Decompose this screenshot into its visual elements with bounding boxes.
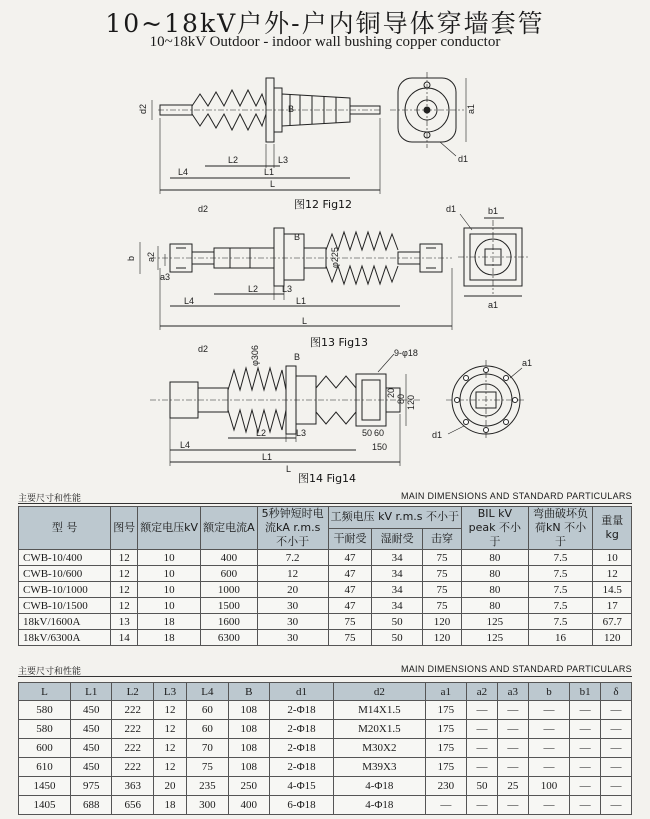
table-cell: 70 [187, 739, 228, 758]
table-cell: 12 [111, 598, 138, 614]
fig14-label-20: 20 [386, 387, 396, 398]
column-header: δ [601, 683, 632, 701]
table-cell: 7.5 [528, 550, 593, 566]
table-cell: 12 [257, 566, 328, 582]
fig12-end-view [390, 72, 466, 156]
table-cell: CWB-10/400 [19, 550, 111, 566]
table-cell: — [601, 701, 632, 720]
table-cell: 1600 [201, 614, 258, 630]
table-cell: — [425, 796, 466, 815]
table-cell: 12 [153, 720, 186, 739]
table-cell: 125 [462, 614, 529, 630]
table-cell: 10 [138, 550, 201, 566]
section2-en: MAIN DIMENSIONS AND STANDARD PARTICULARS [400, 664, 632, 674]
col-fig: 图号 [111, 507, 138, 550]
column-header: a2 [467, 683, 498, 701]
table-cell: — [497, 796, 528, 815]
col-weight: 重量 kg [593, 507, 632, 550]
table-cell: 580 [19, 701, 71, 720]
table-row [19, 739, 632, 758]
table-cell: — [601, 796, 632, 815]
fig14-label-L1: L1 [262, 452, 273, 462]
table-cell: — [497, 739, 528, 758]
table-cell: 580 [19, 720, 71, 739]
table-cell: 75 [422, 598, 461, 614]
fig14-label-60: 60 [374, 428, 385, 438]
section2-cn: 主要尺寸和性能 [18, 667, 82, 677]
table-cell: 600 [201, 566, 258, 582]
table-cell: — [570, 720, 601, 739]
table-cell: 60 [187, 720, 228, 739]
fig12-caption: 图12 Fig12 [294, 198, 353, 211]
table-cell: 10 [138, 598, 201, 614]
table-cell: 175 [425, 720, 466, 739]
table-cell: 6-Φ18 [270, 796, 334, 815]
section2-heading [18, 664, 632, 678]
fig12-label-B: B [288, 104, 295, 114]
table-cell: — [601, 720, 632, 739]
table-cell: — [601, 739, 632, 758]
fig12-label-L1: L1 [264, 167, 275, 177]
table-cell: 18 [138, 614, 201, 630]
table-cell: 34 [372, 598, 423, 614]
table-cell: 80 [462, 582, 529, 598]
col-bil: BIL kV peak 不小于 [462, 507, 529, 550]
table-cell: 12 [153, 701, 186, 720]
fig14-label-L: L [286, 464, 292, 474]
fig12-label-L2: L2 [228, 155, 239, 165]
table-cell: 12 [593, 566, 632, 582]
table-cell: 108 [228, 758, 269, 777]
table-cell: 30 [257, 630, 328, 646]
table-cell: 67.7 [593, 614, 632, 630]
fig13-label-B: B [294, 232, 301, 242]
table-cell: — [528, 701, 569, 720]
table-cell: 17 [593, 598, 632, 614]
fig13-label-L4: L4 [184, 296, 195, 306]
table-cell: 222 [112, 701, 153, 720]
table-cell: 222 [112, 758, 153, 777]
table-cell: 175 [425, 739, 466, 758]
fig14-label-50: 50 [362, 428, 373, 438]
table-cell: 18kV/6300A [19, 630, 111, 646]
table-cell: 47 [328, 582, 372, 598]
fig14-label-phi306: φ306 [250, 345, 260, 366]
table-row [19, 598, 632, 614]
table-cell: 6300 [201, 630, 258, 646]
fig14-label-120: 120 [406, 394, 416, 410]
column-header: B [228, 683, 269, 701]
table-row [19, 550, 632, 566]
table-cell: 363 [112, 777, 153, 796]
table-cell: 108 [228, 701, 269, 720]
table-row [19, 630, 632, 646]
col-short-time: 5秒钟短时电流kA r.m.s 不小于 [257, 507, 328, 550]
table-cell: 75 [328, 630, 372, 646]
table-cell: 18kV/1600A [19, 614, 111, 630]
fig14-label-L2: L2 [256, 428, 267, 438]
table-cell: 2-Φ18 [270, 701, 334, 720]
table-cell: 688 [71, 796, 112, 815]
table-cell: 50 [372, 614, 423, 630]
table-cell: 50 [372, 630, 423, 646]
table-cell: — [467, 796, 498, 815]
table-cell: 175 [425, 758, 466, 777]
table-cell: 16 [528, 630, 593, 646]
column-header: L1 [71, 683, 112, 701]
table-cell: — [528, 796, 569, 815]
table-cell: — [497, 720, 528, 739]
fig14-label-d2: d2 [198, 344, 209, 354]
fig13-label-L: L [302, 316, 308, 326]
table-cell: 12 [153, 758, 186, 777]
table-cell: 400 [228, 796, 269, 815]
fig14-label-L4: L4 [180, 440, 191, 450]
table-cell: — [570, 701, 601, 720]
table-cell: 100 [528, 777, 569, 796]
table-cell: CWB-10/1000 [19, 582, 111, 598]
col-model: 型 号 [19, 507, 111, 550]
column-header: d2 [334, 683, 426, 701]
column-header: d1 [270, 683, 334, 701]
fig13-side-view [140, 228, 452, 330]
table-cell: — [528, 720, 569, 739]
col-wet: 湿耐受 [372, 528, 423, 550]
fig13-label-d1: d1 [446, 204, 457, 214]
table-cell: 975 [71, 777, 112, 796]
column-header: L2 [112, 683, 153, 701]
col-puncture: 击穿 [422, 528, 461, 550]
fig13-label-L3: L3 [282, 284, 293, 294]
table-cell: 47 [328, 550, 372, 566]
fig12-label-d1: d1 [458, 154, 469, 164]
table-row [19, 777, 632, 796]
col-current: 额定电流A [201, 507, 258, 550]
table-cell: M14X1.5 [334, 701, 426, 720]
table-cell: — [570, 739, 601, 758]
table-cell: 610 [19, 758, 71, 777]
section1-heading [18, 491, 632, 505]
page-title: 10~18kV户外-户内铜导体穿墙套管 [105, 9, 545, 38]
table-cell: — [497, 701, 528, 720]
table-cell: 30 [257, 598, 328, 614]
table-cell: 13 [111, 614, 138, 630]
fig13-label-phi225: φ225 [330, 247, 340, 268]
table-row [19, 758, 632, 777]
table-cell: 34 [372, 582, 423, 598]
table-cell: 75 [422, 582, 461, 598]
table-cell: CWB-10/600 [19, 566, 111, 582]
table-cell: 600 [19, 739, 71, 758]
table-cell: — [570, 758, 601, 777]
table-cell: — [528, 739, 569, 758]
table-cell: 75 [422, 566, 461, 582]
column-header: L [19, 683, 71, 701]
fig14-label-150: 150 [372, 442, 388, 452]
table-cell: — [601, 777, 632, 796]
table-row [19, 614, 632, 630]
table-cell: 125 [462, 630, 529, 646]
col-dry: 干耐受 [328, 528, 372, 550]
table-cell: 175 [425, 701, 466, 720]
table-cell: 75 [187, 758, 228, 777]
fig13-label-a2: a2 [146, 251, 156, 262]
table-cell: 450 [71, 739, 112, 758]
table-cell: — [467, 739, 498, 758]
table-row [19, 720, 632, 739]
table-cell: — [570, 777, 601, 796]
table-cell: 12 [111, 550, 138, 566]
fig12-label-L4: L4 [178, 167, 189, 177]
table-cell: 450 [71, 720, 112, 739]
table-cell: M30X2 [334, 739, 426, 758]
table-cell: 230 [425, 777, 466, 796]
fig14-label-80: 80 [396, 393, 406, 404]
table-cell: 12 [111, 566, 138, 582]
column-header: a1 [425, 683, 466, 701]
fig13-label-a1: a1 [488, 300, 499, 310]
table-row [19, 701, 632, 720]
spec-table-2 [18, 682, 632, 815]
table-cell: 47 [328, 566, 372, 582]
table-cell: M39X3 [334, 758, 426, 777]
table-cell: 75 [422, 550, 461, 566]
table-cell: 14 [111, 630, 138, 646]
table-cell: 222 [112, 739, 153, 758]
table-cell: 222 [112, 720, 153, 739]
table-cell: 7.5 [528, 582, 593, 598]
table-cell: 50 [467, 777, 498, 796]
section1-en: MAIN DIMENSIONS AND STANDARD PARTICULARS [400, 491, 632, 501]
column-header: a3 [497, 683, 528, 701]
table-cell: 2-Φ18 [270, 739, 334, 758]
table-cell: 120 [422, 614, 461, 630]
fig12-label-L3: L3 [278, 155, 289, 165]
spec-table-1 [18, 506, 632, 646]
table-cell: 80 [462, 598, 529, 614]
section1-cn: 主要尺寸和性能 [18, 494, 82, 504]
col-power-freq: 工频电压 kV r.m.s 不小于 [328, 507, 461, 529]
table-cell: 108 [228, 720, 269, 739]
table-cell: 450 [71, 758, 112, 777]
table-cell: 656 [112, 796, 153, 815]
table-cell: — [467, 701, 498, 720]
table-cell: 7.5 [528, 566, 593, 582]
table-cell: 18 [138, 630, 201, 646]
table-cell: 10 [593, 550, 632, 566]
table-cell: 34 [372, 550, 423, 566]
fig13-caption: 图13 Fig13 [310, 336, 369, 349]
table-cell: 4-Φ18 [334, 777, 426, 796]
technical-drawings [0, 54, 650, 486]
fig13-label-L1: L1 [296, 296, 307, 306]
table-cell: — [570, 796, 601, 815]
table-cell: 1500 [201, 598, 258, 614]
fig14-caption: 图14 Fig14 [298, 472, 357, 485]
table-cell: 450 [71, 701, 112, 720]
table-cell: 80 [462, 566, 529, 582]
table-cell: 18 [153, 796, 186, 815]
table-row [19, 796, 632, 815]
table-cell: 2-Φ18 [270, 758, 334, 777]
table-cell: 1450 [19, 777, 71, 796]
page-subtitle: 10~18kV Outdoor - indoor wall bushing copper conductor [149, 34, 501, 50]
fig14-end-view [446, 360, 526, 440]
column-header: L4 [187, 683, 228, 701]
col-voltage: 额定电压kV [138, 507, 201, 550]
table-cell: 60 [187, 701, 228, 720]
table-cell: 30 [257, 614, 328, 630]
fig12-label-L: L [270, 179, 276, 189]
fig14-label-L3: L3 [296, 428, 307, 438]
fig13-end-view [458, 214, 528, 296]
table-cell: 400 [201, 550, 258, 566]
fig13-label-b1: b1 [488, 206, 499, 216]
fig14-label-a1: a1 [522, 358, 533, 368]
table-cell: CWB-10/1500 [19, 598, 111, 614]
table-cell: 4-Φ15 [270, 777, 334, 796]
table-cell: M20X1.5 [334, 720, 426, 739]
table-cell: 12 [153, 739, 186, 758]
table-cell: 80 [462, 550, 529, 566]
fig14-label-B: B [294, 352, 301, 362]
table-cell: 7.5 [528, 598, 593, 614]
table-cell: 1405 [19, 796, 71, 815]
table-cell: 14.5 [593, 582, 632, 598]
table-cell: 47 [328, 598, 372, 614]
column-header: L3 [153, 683, 186, 701]
table-cell: 7.2 [257, 550, 328, 566]
table-cell: 12 [111, 582, 138, 598]
table-cell: 4-Φ18 [334, 796, 426, 815]
table-cell: — [467, 720, 498, 739]
fig12-label-a1: a1 [466, 103, 476, 114]
fig14-label-hole: 9-φ18 [394, 348, 418, 358]
table-cell: 10 [138, 566, 201, 582]
fig13-label-d2: d2 [198, 204, 209, 214]
table-row [19, 582, 632, 598]
table-cell: 300 [187, 796, 228, 815]
fig13-label-a3: a3 [160, 272, 171, 282]
fig13-label-b: b [126, 255, 136, 261]
table-cell: 25 [497, 777, 528, 796]
column-header: b1 [570, 683, 601, 701]
table-cell: 2-Φ18 [270, 720, 334, 739]
table-cell: 1000 [201, 582, 258, 598]
column-header: b [528, 683, 569, 701]
table-cell: 20 [257, 582, 328, 598]
table-cell: 235 [187, 777, 228, 796]
table-cell: 75 [328, 614, 372, 630]
table-cell: — [601, 758, 632, 777]
fig13-label-L2: L2 [248, 284, 259, 294]
fig14-label-d1: d1 [432, 430, 443, 440]
table-cell: 120 [593, 630, 632, 646]
table-cell: 250 [228, 777, 269, 796]
col-bending: 弯曲破坏负荷kN 不小于 [528, 507, 593, 550]
table-cell: 120 [422, 630, 461, 646]
table-cell: — [467, 758, 498, 777]
table-cell: — [497, 758, 528, 777]
table-cell: 34 [372, 566, 423, 582]
table-row [19, 566, 632, 582]
table-cell: 7.5 [528, 614, 593, 630]
fig12-label-d2: d2 [138, 103, 148, 114]
table-cell: 10 [138, 582, 201, 598]
table-cell: 108 [228, 739, 269, 758]
table-cell: — [528, 758, 569, 777]
table-cell: 20 [153, 777, 186, 796]
